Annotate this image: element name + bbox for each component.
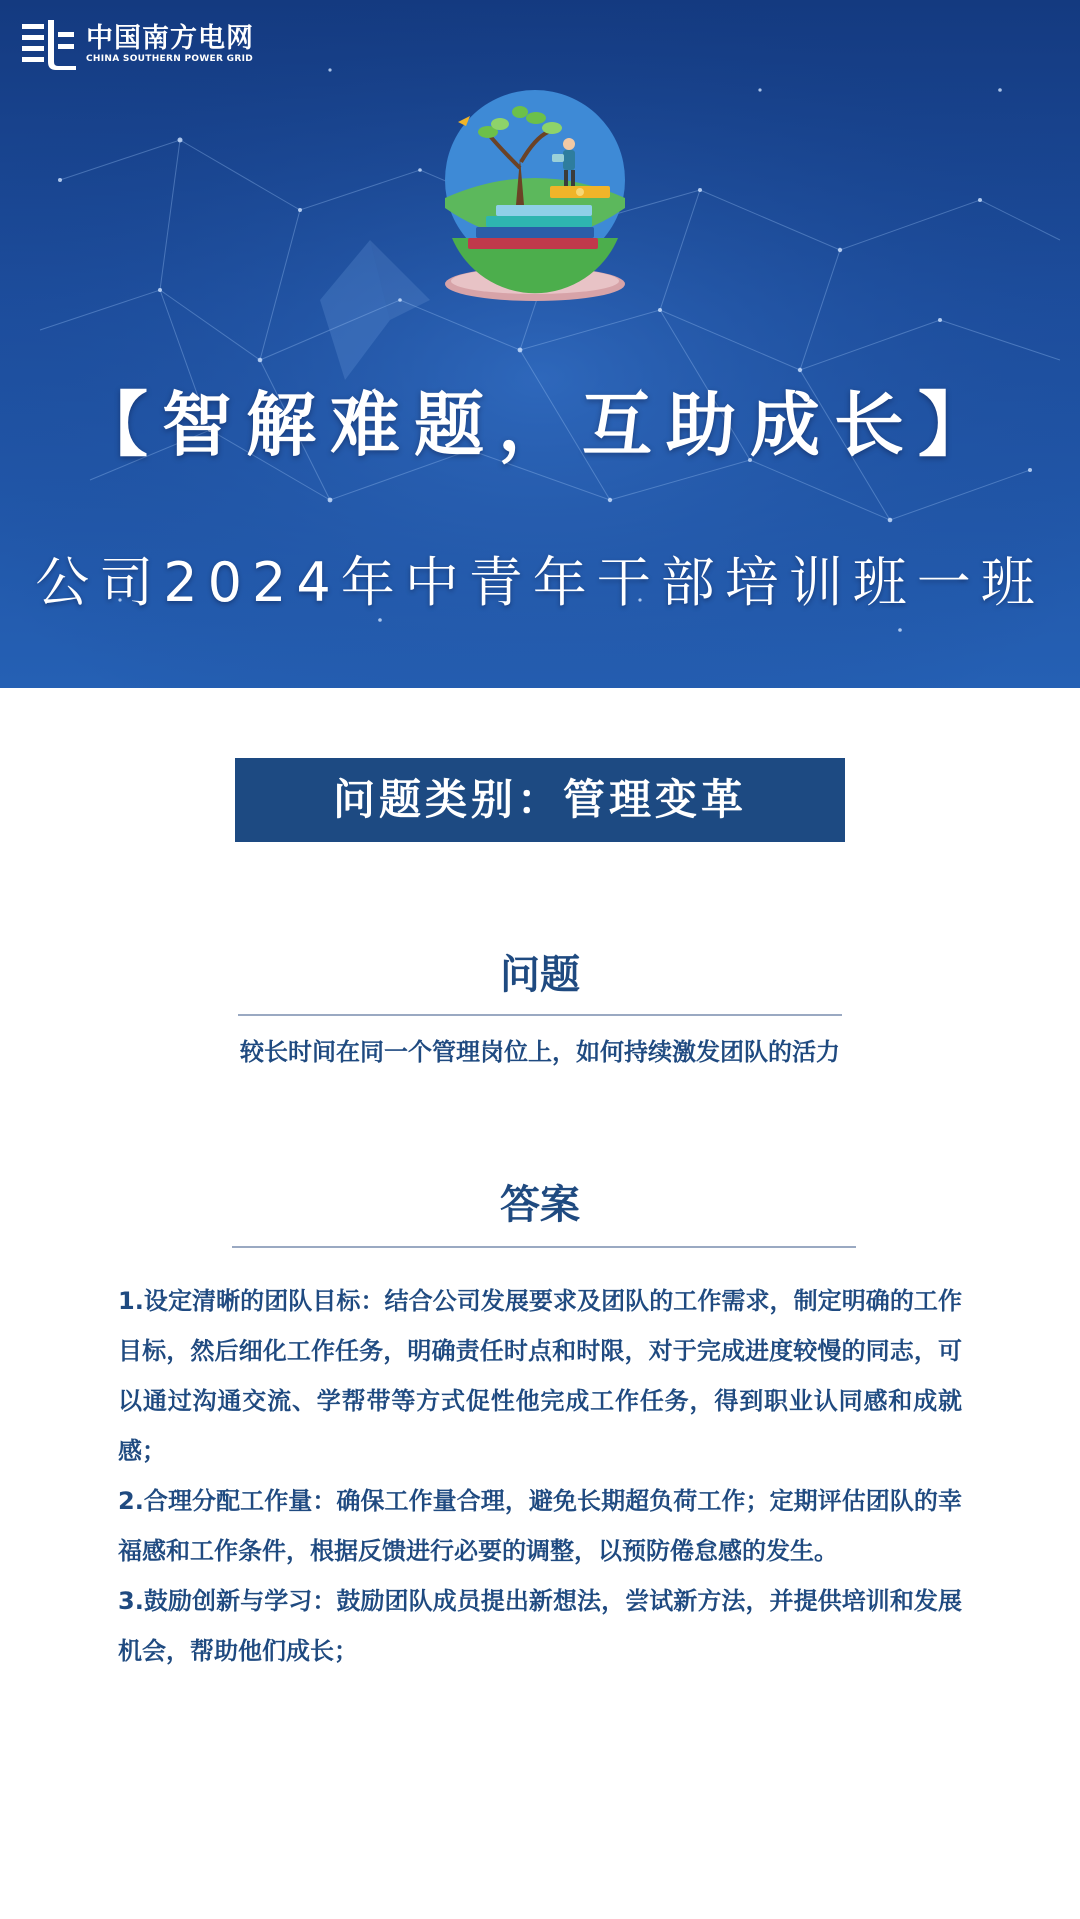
banner-title: 【智解难题，互助成长】 (78, 384, 1002, 466)
question-divider (238, 1014, 842, 1016)
logo-chinese-name: 中国南方电网 (86, 22, 254, 54)
question-heading: 问题 (500, 952, 580, 998)
answer-item: 3.鼓励创新与学习：鼓励团队成员提出新想法，尝试新方法，并提供培训和发展机会，帮助他们成长； (118, 1587, 962, 1665)
answer-item: 2.合理分配工作量：确保工作量合理，避免长期超负荷工作；定期评估团队的幸福感和工作条件，根据反馈进行必要的调整，以预防倦怠感的发生。 (118, 1487, 962, 1565)
logo-english-name: CHINA SOUTHERN POWER GRID (86, 53, 253, 64)
banner-subtitle: 公司2024年中青年干部培训班一班 (35, 551, 1045, 614)
answer-body (118, 1276, 962, 1676)
answer-heading: 答案 (500, 1182, 580, 1228)
power-grid-logo-icon (22, 18, 78, 70)
answer-item: 1.设定清晰的团队目标：结合公司发展要求及团队的工作需求，制定明确的工作目标，然后细化工作任务，明确责任时点和时限，对于完成进度较慢的同志，可以通过沟通交流、学帮带等方式促性他完成工作任务，得到职业认同感和成就感； (118, 1287, 962, 1465)
header-banner (0, 0, 1080, 688)
tree-growing-on-books-icon (440, 88, 630, 303)
category-label: 问题类别：管理变革 (235, 758, 845, 842)
answer-divider (232, 1246, 856, 1248)
company-logo (22, 18, 254, 70)
question-text: 较长时间在同一个管理岗位上，如何持续激发团队的活力 (240, 1038, 840, 1066)
